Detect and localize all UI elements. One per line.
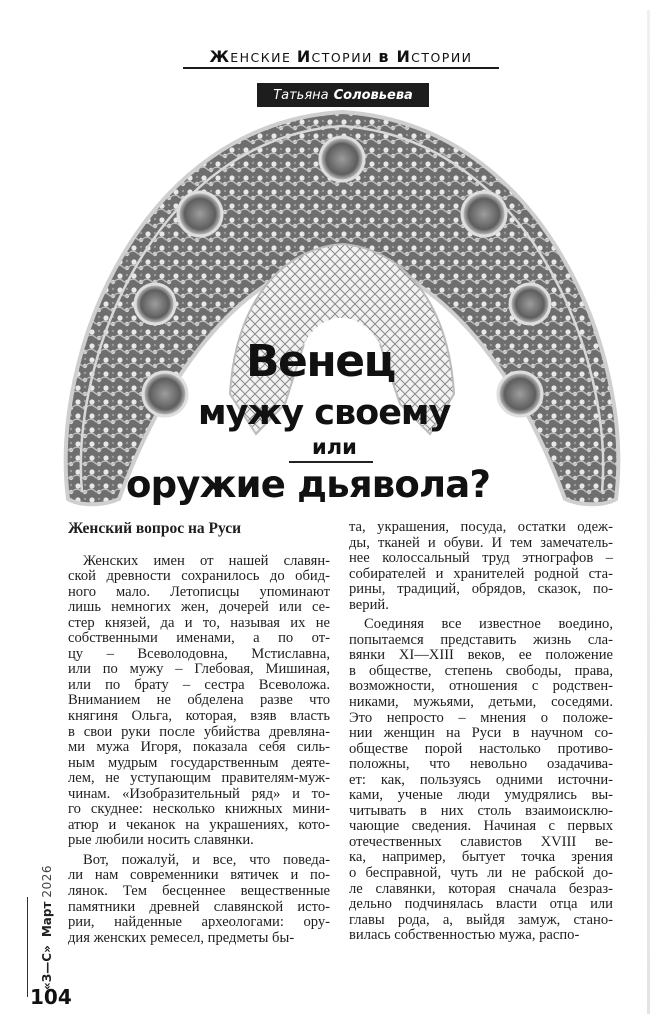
text-line: Вниманием не обделена разве что [68, 693, 330, 709]
text-line: ного мало. Летописцы упоминают [68, 584, 330, 600]
author-surname: Соловьева [333, 87, 413, 103]
author-first-name: Татьяна [273, 87, 329, 103]
text-line: ками, ученые люди умудрялись вы- [349, 788, 613, 804]
text-line: ным мудрым государственным деяте- [68, 755, 330, 771]
text-line: рины, традиций, обрядов, сказок, по- [349, 582, 613, 598]
text-line: или по брату – сестра Всеволожа. [68, 677, 330, 693]
page-number: 104 [30, 985, 72, 1009]
text-line: нее колоссальный труд этнографов – [349, 551, 613, 567]
text-line: верий. [349, 597, 389, 613]
headline-line-2: мужу своему [198, 393, 451, 433]
text-line: отечественных славистов XVIII ве- [349, 834, 613, 850]
magazine-name: «З—С» [40, 945, 54, 990]
text-line: о бесправной, чуть ли не рабской до- [349, 866, 613, 882]
text-line: цу – Всеволодовна, Мстиславна, [68, 646, 330, 662]
text-line: атюр и чеканок на украшениях, кото- [68, 817, 330, 833]
text-line: никами, мужьями, детьми, соседями. [349, 695, 613, 711]
text-line: или по мужу – Глебовая, Мишиная, [68, 662, 330, 678]
article-paragraph [349, 520, 613, 613]
text-line: княгиня Ольга, которая, взяв власть [68, 709, 330, 725]
text-line: возможности, отношения с родствен- [349, 679, 613, 695]
text-line: лем, не уступающим правителям-муж- [68, 771, 330, 787]
text-line: дельно подчинялась власти отца или [349, 897, 613, 913]
text-line: ли нам современники вятичек и по- [68, 868, 330, 884]
section-header-underline [183, 67, 499, 69]
text-line: попытаемся представить жизнь сла- [349, 632, 613, 648]
text-line: ской древности сохранилось до обид- [68, 569, 330, 585]
issue-month: Март [40, 901, 54, 938]
text-line: чинам. «Изобразительный ряд» и то- [68, 786, 330, 802]
text-line: в обществе, степень свободы, права, [349, 663, 613, 679]
text-line: обществе порой настолько противо- [349, 741, 613, 757]
text-line: лишь немногих жен, дочерей или се- [68, 600, 330, 616]
text-line: чающие сведения. Начиная с первых [349, 819, 613, 835]
section-header-part: Ж [209, 47, 231, 66]
headline-line-1: Венец [246, 336, 395, 387]
section-header-part: СТОРИИ [311, 50, 379, 65]
section-header-part: И [296, 47, 312, 66]
text-line: дия женских ремесел, предметы бы- [68, 930, 295, 946]
text-line: главы рода, а, выйдя замуж, стано- [349, 912, 613, 928]
text-line: Соединяя все известное воедино, [364, 617, 613, 633]
text-line: в свои руки после убийства древляна- [68, 724, 330, 740]
text-line: стер князей, да и то, называя их не [68, 615, 330, 631]
text-line: ды, тканей и обуви. И тем замечатель- [349, 535, 613, 551]
margin-rule [27, 897, 28, 997]
article-column-left [68, 520, 330, 950]
text-line: вянки XI—XIII веков, ее положение [349, 648, 613, 664]
text-line: Женских имен от нашей славян- [83, 553, 330, 569]
text-line: собственными именами, а по от- [68, 631, 330, 647]
section-header-part: И [396, 47, 412, 66]
article-subhead: Женский вопрос на Руси [68, 520, 242, 537]
text-line: рые любили носить славянки. [68, 833, 254, 849]
text-line: ет: как, пользуясь одними источни- [349, 772, 613, 788]
text-line: ми мужа Игоря, показала себя силь- [68, 740, 330, 756]
text-line: положны, что невольно озадачива- [349, 757, 613, 773]
headline-line-4: оружие дьявола? [126, 463, 491, 506]
text-line: ле славянки, которая сначала безраз- [349, 881, 613, 897]
text-line: собирателей и хранителей родной ста- [349, 566, 613, 582]
text-line: та, украшения, посуда, остатки одеж- [349, 520, 613, 535]
text-line: го скуднее: несколько книжных мини- [68, 802, 330, 818]
text-line: нии женщин на Руси в научном со- [349, 726, 613, 742]
text-line: лянок. Тем бесценнее вещественные [68, 884, 330, 900]
page-edge-shadow [647, 10, 650, 1014]
issue-year: 2026 [40, 865, 54, 898]
text-line: читывать в них столь взаимоисклю- [349, 803, 613, 819]
text-line: ка, например, бытует точка зрения [349, 850, 613, 866]
text-line: вилась собственностью мужа, распо- [349, 928, 580, 944]
section-header-part: СТОРИИ [411, 50, 473, 65]
text-line: Это непросто – мнения о положе- [349, 710, 613, 726]
text-line: памятники древней славянской исто- [68, 899, 330, 915]
section-header-part: в [378, 47, 397, 66]
article-paragraph [68, 853, 330, 946]
article-paragraph [68, 554, 330, 849]
text-line: Вот, пожалуй, и все, что поведа- [83, 852, 330, 868]
article-paragraph [349, 617, 613, 943]
issue-label [40, 865, 54, 990]
headline-line-3: или [312, 435, 357, 459]
section-header [183, 47, 499, 66]
article-column-right [349, 520, 613, 948]
text-line: рии, найденные археологами: ору- [68, 915, 330, 931]
section-header-part: ЕНСКИЕ [230, 50, 297, 65]
